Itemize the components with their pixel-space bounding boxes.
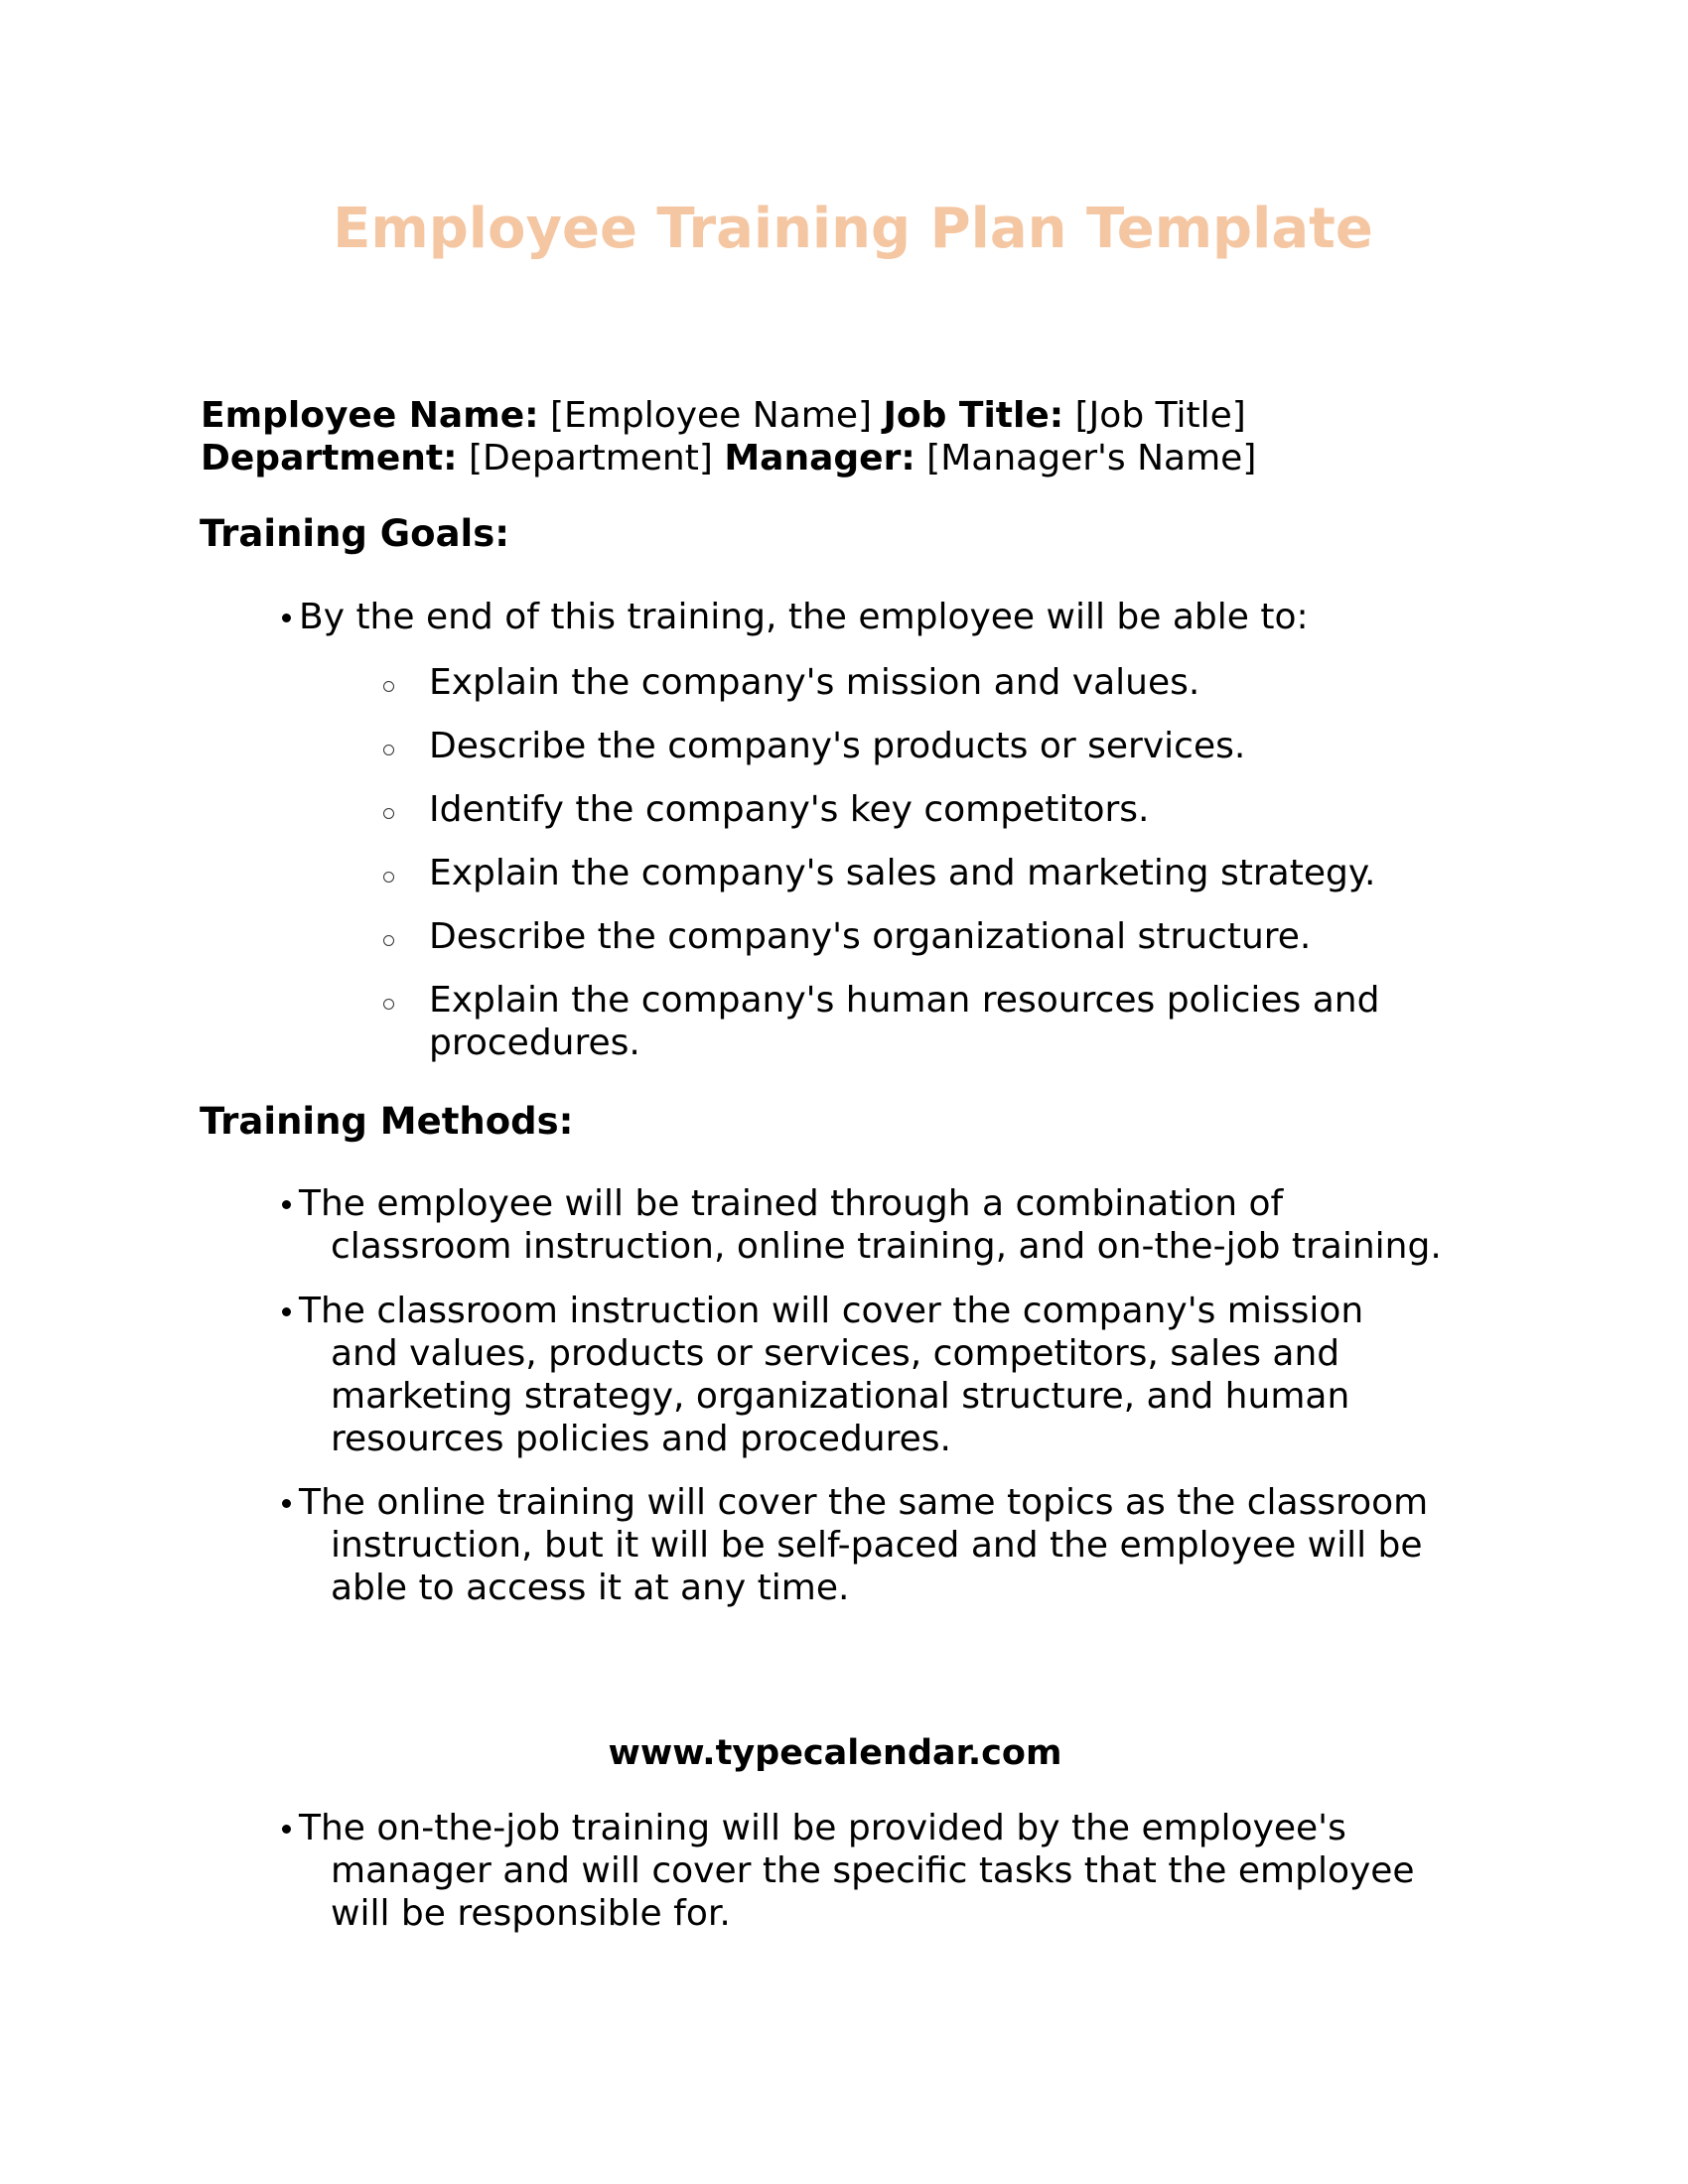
job-title-value: [Job Title] — [1074, 395, 1246, 436]
employee-name-value: [Employee Name] — [549, 395, 873, 436]
bullet-icon — [282, 1825, 291, 1834]
sub-bullet-icon — [383, 999, 394, 1010]
sub-bullet-icon — [383, 808, 394, 819]
bullet-icon — [282, 614, 291, 622]
method-item-continuation: instruction, but it will be self-paced and the employee will be — [331, 1525, 1423, 1566]
goal-item-continuation: procedures. — [429, 1023, 640, 1063]
method-item: The on-the-job training will be provided by the employee's — [299, 1808, 1346, 1848]
website-url: www.typecalendar.com — [608, 1733, 1062, 1773]
goal-item: Explain the company's human resources policies and — [429, 980, 1380, 1021]
method-item: The online training will cover the same topics as the classroom — [299, 1482, 1429, 1523]
bullet-icon — [282, 1307, 291, 1316]
info-line-1 — [201, 394, 1246, 437]
goals-intro: By the end of this training, the employee will be able to: — [299, 597, 1309, 637]
goal-item: Explain the company's mission and values. — [429, 662, 1200, 703]
goal-item: Identify the company's key competitors. — [429, 789, 1150, 830]
training-goals-heading: Training Goals: — [200, 512, 510, 555]
bullet-icon — [282, 1499, 291, 1508]
sub-bullet-icon — [383, 872, 394, 883]
goal-item: Explain the company's sales and marketing strategy. — [429, 853, 1376, 893]
training-methods-heading: Training Methods: — [200, 1100, 574, 1143]
sub-bullet-icon — [383, 935, 394, 946]
method-item: The employee will be trained through a combination of — [299, 1183, 1284, 1224]
job-title-label: Job Title: — [883, 395, 1064, 436]
goal-item: Describe the company's organizational structure. — [429, 916, 1312, 957]
method-item-continuation: marketing strategy, organizational structure, and human — [331, 1376, 1350, 1417]
method-item-continuation: and values, products or services, competitors, sales and — [331, 1333, 1340, 1374]
method-item-continuation: will be responsible for. — [331, 1893, 731, 1934]
employee-name-label: Employee Name: — [201, 395, 539, 436]
info-line-2 — [201, 437, 1256, 479]
sub-bullet-icon — [383, 681, 394, 692]
department-value: [Department] — [468, 438, 713, 478]
method-item-continuation: manager and will cover the specific tasks that the employee — [331, 1850, 1415, 1891]
sub-bullet-icon — [383, 745, 394, 755]
method-item-continuation: able to access it at any time. — [331, 1568, 850, 1608]
bullet-icon — [282, 1200, 291, 1209]
document-title: Employee Training Plan Template — [333, 197, 1373, 261]
manager-value: [Manager's Name] — [926, 438, 1257, 478]
method-item: The classroom instruction will cover the company's mission — [299, 1291, 1364, 1331]
manager-label: Manager: — [724, 438, 915, 478]
goal-item: Describe the company's products or services. — [429, 726, 1246, 766]
department-label: Department: — [201, 438, 458, 478]
method-item-continuation: resources policies and procedures. — [331, 1419, 951, 1459]
method-item-continuation: classroom instruction, online training, and on-the-job training. — [331, 1226, 1442, 1267]
